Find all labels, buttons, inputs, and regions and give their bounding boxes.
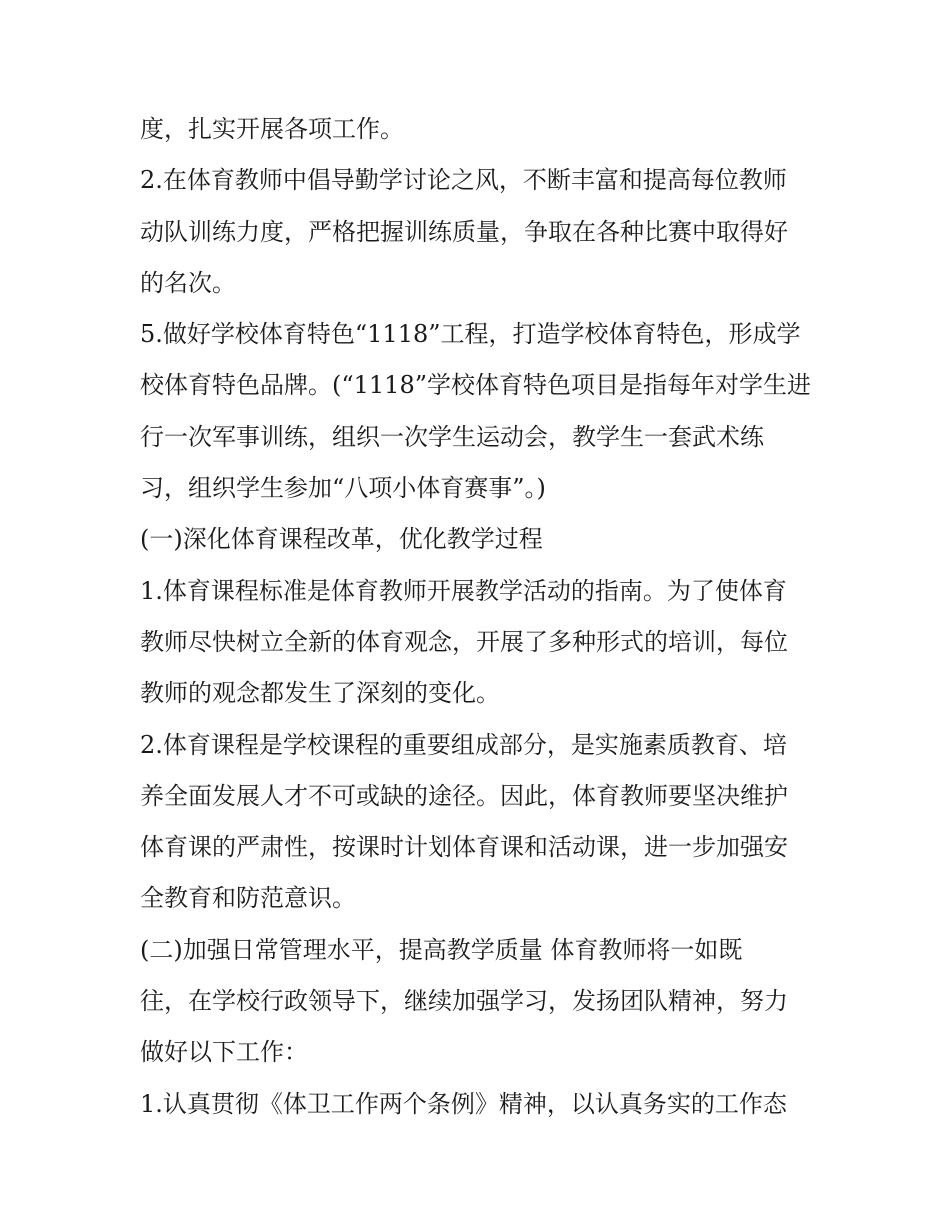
text-line: 做好以下工作： [140,1038,308,1067]
text-line: 全教育和防范意识。 [140,884,356,913]
text-line: 度，扎实开展各项工作。 [140,115,404,143]
text-line: 行一次军事训练，组织一次学生运动会，教学生一套武术练 [140,422,764,451]
text-line: 教师的观念都发生了深刻的变化。 [140,679,500,708]
text-line: 的名次。 [140,268,236,297]
text-line: 1.体育课程标准是体育教师开展教学活动的指南。为了使体育 [140,576,787,605]
text-line: 往，在学校行政领导下，继续加强学习，发扬团队精神，努力 [140,987,788,1016]
section-heading: (二)加强日常管理水平，提高教学质量 体育教师将一如既 [140,935,743,964]
text-line: 2.在体育教师中倡导勤学讨论之风，不断丰富和提高每位教师 [140,166,787,195]
text-line: 养全面发展人才不可或缺的途径。因此，体育教师要坚决维护 [140,781,788,810]
text-line: 5.做好学校体育特色“1118”工程，打造学校体育特色，形成学 [140,320,801,349]
text-line: 动队训练力度，严格把握训练质量，争取在各种比赛中取得好 [140,217,788,246]
text-line: 校体育特色品牌。(“1118”学校体育特色项目是指每年对学生进 [140,371,811,400]
text-line: 体育课的严肃性，按课时计划体育课和活动课，进一步加强安 [140,833,788,862]
text-line: 1.认真贯彻《体卫工作两个条例》精神，以认真务实的工作态 [140,1089,787,1118]
document-page [140,104,820,1130]
text-line: 教师尽快树立全新的体育观念，开展了多种形式的培训，每位 [140,627,788,656]
text-line: 习，组织学生参加“八项小体育赛事”。) [140,474,546,503]
text-line: 2.体育课程是学校课程的重要组成部分，是实施素质教育、培 [140,730,787,759]
section-heading: (一)深化体育课程改革，优化教学过程 [140,525,543,554]
